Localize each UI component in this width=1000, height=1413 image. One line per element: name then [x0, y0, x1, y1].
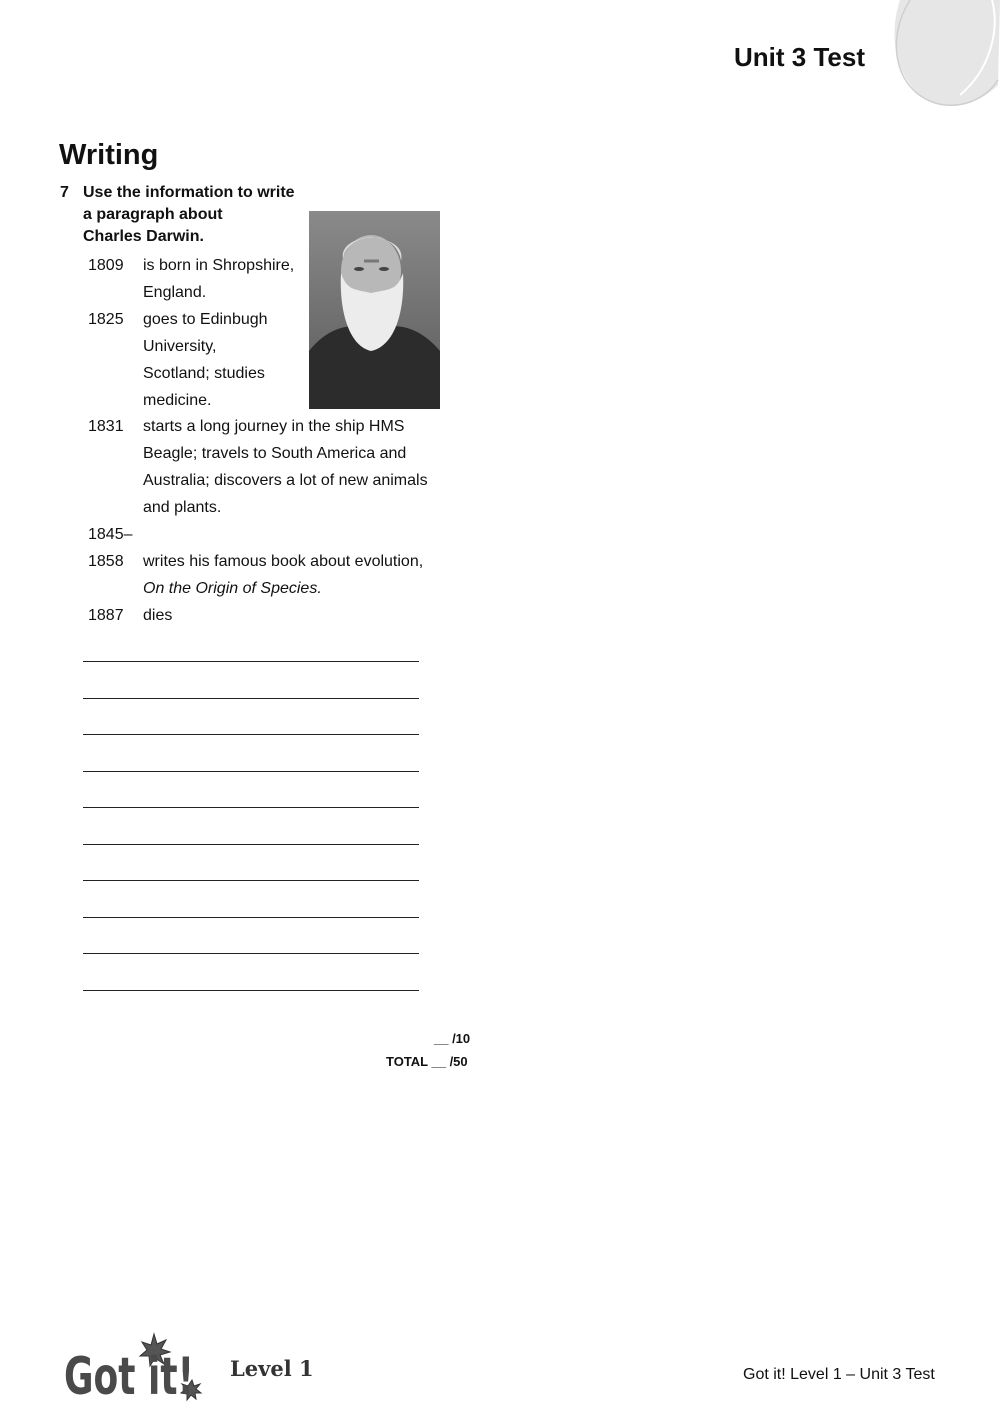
timeline-text: On the Origin of Species. — [143, 579, 322, 597]
darwin-portrait-image — [309, 211, 440, 409]
answer-line[interactable] — [83, 771, 419, 772]
timeline-year: 1831 — [88, 418, 124, 436]
timeline-year: 1858 — [88, 552, 124, 570]
task-instruction-line: a paragraph about — [83, 206, 223, 223]
timeline-text: dies — [143, 606, 173, 624]
answer-line[interactable] — [83, 990, 419, 991]
timeline-year: 1845– — [88, 526, 133, 543]
timeline-text: Beagle; travels to South America and — [143, 445, 407, 463]
answer-line[interactable] — [83, 807, 419, 808]
unit-title: Unit 3 Test — [734, 42, 865, 72]
section-score: __ /10 — [434, 1031, 471, 1046]
timeline-text: starts a long journey in the ship HMS — [143, 418, 405, 436]
corner-decoration — [880, 0, 1000, 110]
got-it-logo — [62, 1332, 212, 1407]
total-score: TOTAL __ /50 — [386, 1054, 468, 1069]
timeline-year: 1825 — [88, 310, 124, 328]
timeline-text: goes to Edinbugh — [143, 310, 268, 328]
section-title: Writing — [59, 139, 159, 171]
timeline-text: University, — [143, 337, 217, 355]
answer-line[interactable] — [83, 844, 419, 845]
answer-line[interactable] — [83, 661, 419, 662]
footer-text: Got it! Level 1 – Unit 3 Test — [743, 1366, 935, 1383]
timeline-year: 1887 — [88, 606, 124, 624]
timeline-text: England. — [143, 283, 207, 301]
svg-text:Got it!: Got it! — [64, 1347, 194, 1407]
timeline-text: is born in Shropshire, — [143, 257, 295, 274]
answer-line[interactable] — [83, 880, 419, 881]
answer-line[interactable] — [83, 698, 419, 699]
level-label: Level 1 — [230, 1356, 314, 1381]
timeline-text: and plants. — [143, 499, 222, 517]
answer-line[interactable] — [83, 734, 419, 735]
timeline-text: Australia; discovers a lot of new animals — [143, 472, 428, 490]
timeline-text: Scotland; studies — [143, 364, 265, 382]
timeline-text: medicine. — [143, 391, 212, 409]
answer-line[interactable] — [83, 953, 419, 954]
task-instruction-line: Charles Darwin. — [83, 228, 204, 245]
task-instruction-line: Use the information to write — [83, 184, 295, 201]
answer-line[interactable] — [83, 917, 419, 918]
task-number: 7 — [60, 184, 69, 201]
timeline-year: 1809 — [88, 257, 124, 274]
timeline-text: writes his famous book about evolution, — [143, 552, 424, 570]
